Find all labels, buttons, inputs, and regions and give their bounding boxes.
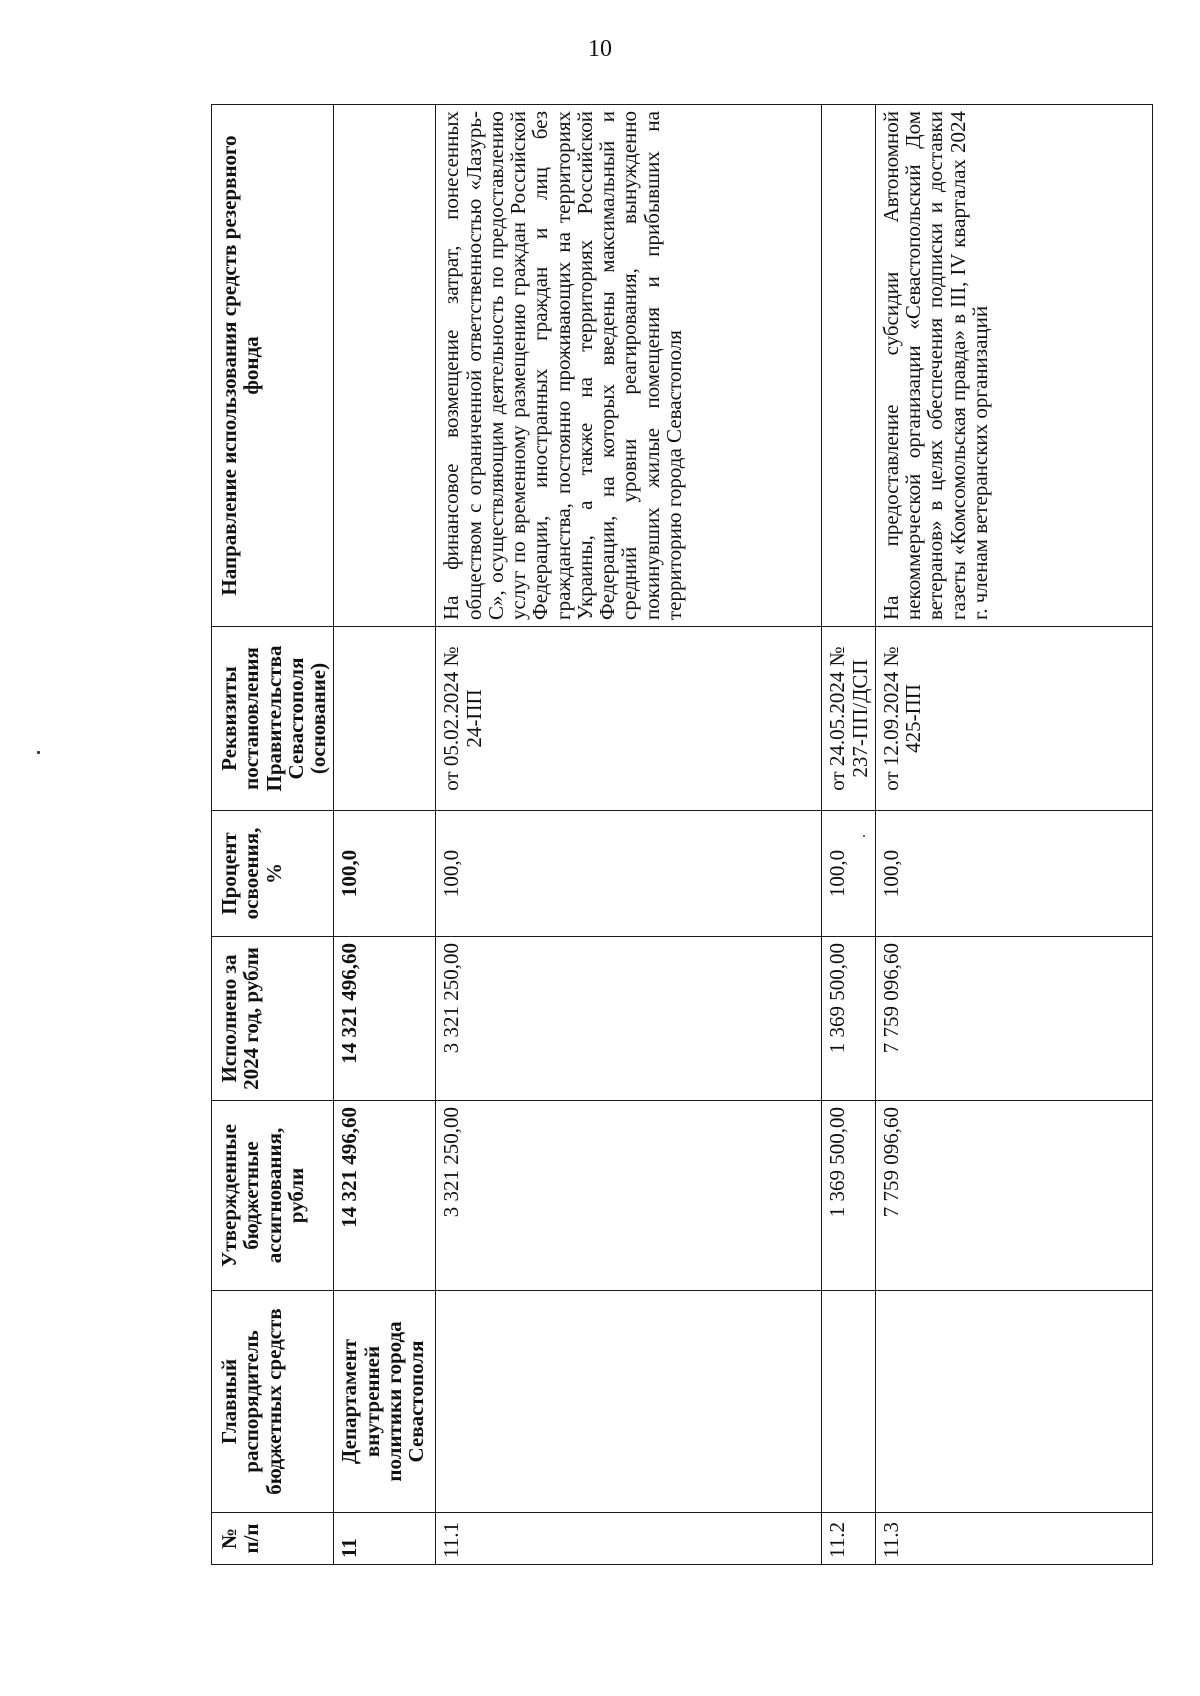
cell-approved: 1 369 500,00: [822, 1101, 876, 1291]
cell-requisites: от 24.05.2024 № 237-ПП/ДСП: [822, 627, 876, 811]
cell-percent: 100,0: [822, 811, 876, 937]
cell-grbs: [436, 1291, 822, 1513]
table-row: [436, 105, 822, 1565]
table-header-row: [212, 105, 334, 1565]
cell-num: 11.2: [822, 1513, 876, 1565]
cell-executed: 3 321 250,00: [436, 937, 822, 1101]
header-percent: Процент освоения, %: [212, 811, 334, 937]
cell-executed: 7 759 096,60: [875, 937, 1152, 1101]
header-direction: Направление использования средств резервного фонда: [212, 105, 334, 627]
cell-direction: На финансовое возмещение затрат, понесенных обществом с ограниченной ответственностью «Лазурь-С», осуществляющим деятельность по предоставлению услуг по временному размещению граждан Российской Федерации, иностранных граждан и лиц без гражданства, постоянно проживающих на территориях Украины, а также на территориях Российской Федерации, на которых введены максимальный и средний уровни реагирования, вынужденно покинувших жилые помещения и прибывших на территорию города Севастополя: [436, 105, 822, 627]
cell-direction: [822, 105, 876, 627]
cell-percent: 100,0: [875, 811, 1152, 937]
page-number: 10: [588, 36, 612, 62]
reserve-fund-table: [211, 104, 1153, 1565]
cell-grbs: [822, 1291, 876, 1513]
cell-approved: 3 321 250,00: [436, 1101, 822, 1291]
cell-executed: 1 369 500,00: [822, 937, 876, 1101]
reserve-fund-table-container: [211, 105, 1146, 1565]
cell-num: 11: [334, 1513, 436, 1565]
cell-direction: На предоставление субсидии Автономной некоммерческой организации «Севастопольский Дом ветеранов» в целях обеспечения подписки и доставки газеты «Комсомольская правда» в III, IV кварталах 2024 г. членам ветеранских организаций: [875, 105, 1152, 627]
cell-requisites: от 05.02.2024 № 24-ПП: [436, 627, 822, 811]
cell-requisites: [334, 627, 436, 811]
cell-executed: 14 321 496,60: [334, 937, 436, 1101]
scan-speck: [37, 751, 40, 754]
cell-grbs: Департамент внутренней политики города Севастополя: [334, 1291, 436, 1513]
cell-grbs: [875, 1291, 1152, 1513]
cell-requisites: от 12.09.2024 № 425-ПП: [875, 627, 1152, 811]
cell-percent: 100,0: [436, 811, 822, 937]
header-approved: Утвержденные бюджетные ассигнования, рубли: [212, 1101, 334, 1291]
cell-approved: 14 321 496,60: [334, 1101, 436, 1291]
table-row: [822, 105, 876, 1565]
header-executed: Исполнено за 2024 год, рубли: [212, 937, 334, 1101]
header-requisites: Реквизиты постановления Правительства Севастополя (основание): [212, 627, 334, 811]
header-grbs: Главный распорядитель бюджетных средств: [212, 1291, 334, 1513]
cell-num: 11.3: [875, 1513, 1152, 1565]
cell-percent: 100,0: [334, 811, 436, 937]
table-row: [875, 105, 1152, 1565]
cell-direction: [334, 105, 436, 627]
header-num: № п/п: [212, 1513, 334, 1565]
table-row: [334, 105, 436, 1565]
cell-approved: 7 759 096,60: [875, 1101, 1152, 1291]
cell-num: 11.1: [436, 1513, 822, 1565]
